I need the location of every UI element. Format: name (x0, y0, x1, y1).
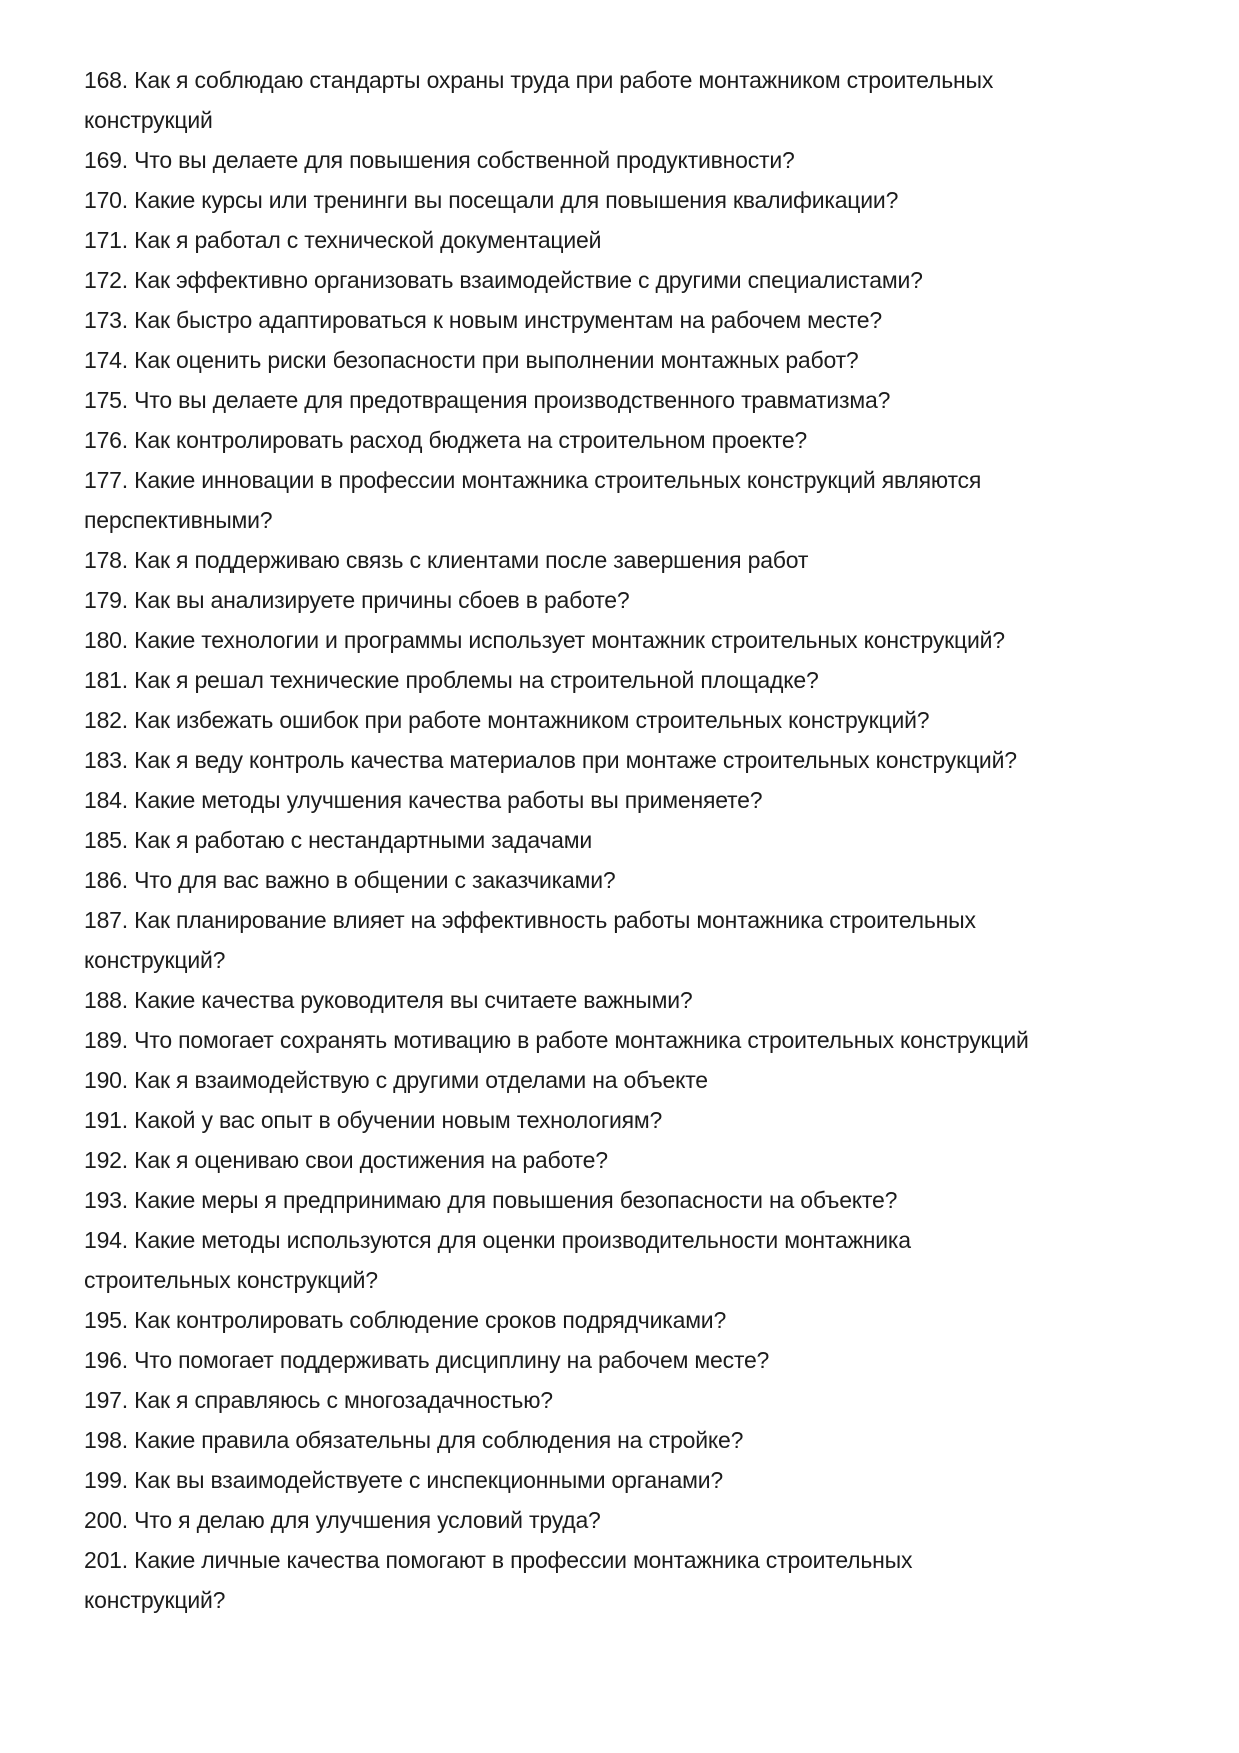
list-item: 187. Как планирование влияет на эффективность работы монтажника строительных конструкций? (84, 907, 976, 973)
list-item: 199. Как вы взаимодействуете с инспекционными органами? (84, 1467, 723, 1493)
list-item: 198. Какие правила обязательны для соблюдения на стройке? (84, 1427, 744, 1453)
list-item: 175. Что вы делаете для предотвращения производственного травматизма? (84, 387, 891, 413)
list-item: 177. Какие инновации в профессии монтажника строительных конструкций являются перспективными? (84, 467, 982, 533)
list-item: 180. Какие технологии и программы использует монтажник строительных конструкций? (84, 627, 1005, 653)
list-item: 197. Как я справляюсь с многозадачностью? (84, 1387, 553, 1413)
list-item: 188. Какие качества руководителя вы считаете важными? (84, 987, 693, 1013)
list-item: 170. Какие курсы или тренинги вы посещали для повышения квалификации? (84, 187, 899, 213)
list-item: 196. Что помогает поддерживать дисциплину на рабочем месте? (84, 1347, 770, 1373)
list-item: 173. Как быстро адаптироваться к новым инструментам на рабочем месте? (84, 307, 882, 333)
list-item: 172. Как эффективно организовать взаимодействие с другими специалистами? (84, 267, 923, 293)
list-item: 179. Как вы анализируете причины сбоев в работе? (84, 587, 630, 613)
list-item: 184. Какие методы улучшения качества работы вы применяете? (84, 787, 763, 813)
list-item: 195. Как контролировать соблюдение сроков подрядчиками? (84, 1307, 727, 1333)
list-item: 200. Что я делаю для улучшения условий труда? (84, 1507, 601, 1533)
list-item: 183. Как я веду контроль качества материалов при монтаже строительных конструкций? (84, 747, 1017, 773)
list-item: 171. Как я работал с технической документацией (84, 227, 602, 253)
list-item: 185. Как я работаю с нестандартными задачами (84, 827, 593, 853)
list-item: 192. Как я оцениваю свои достижения на работе? (84, 1147, 608, 1173)
question-list (84, 60, 1184, 1620)
list-item: 169. Что вы делаете для повышения собственной продуктивности? (84, 147, 795, 173)
list-item: 178. Как я поддерживаю связь с клиентами после завершения работ (84, 547, 809, 573)
list-item: 190. Как я взаимодействую с другими отделами на объекте (84, 1067, 708, 1093)
list-item: 193. Какие меры я предпринимаю для повышения безопасности на объекте? (84, 1187, 898, 1213)
list-item: 189. Что помогает сохранять мотивацию в работе монтажника строительных конструкций (84, 1027, 1029, 1053)
list-item: 176. Как контролировать расход бюджета на строительном проекте? (84, 427, 808, 453)
list-item: 174. Как оценить риски безопасности при выполнении монтажных работ? (84, 347, 859, 373)
list-item: 194. Какие методы используются для оценки производительности монтажника строительных конструкций? (84, 1227, 911, 1293)
list-item: 168. Как я соблюдаю стандарты охраны труда при работе монтажником строительных конструкций (84, 67, 994, 133)
list-item: 191. Какой у вас опыт в обучении новым технологиям? (84, 1107, 663, 1133)
list-item: 186. Что для вас важно в общении с заказчиками? (84, 867, 616, 893)
list-item: 181. Как я решал технические проблемы на строительной площадке? (84, 667, 819, 693)
list-item: 182. Как избежать ошибок при работе монтажником строительных конструкций? (84, 707, 930, 733)
list-item: 201. Какие личные качества помогают в профессии монтажника строительных конструкций? (84, 1547, 913, 1613)
